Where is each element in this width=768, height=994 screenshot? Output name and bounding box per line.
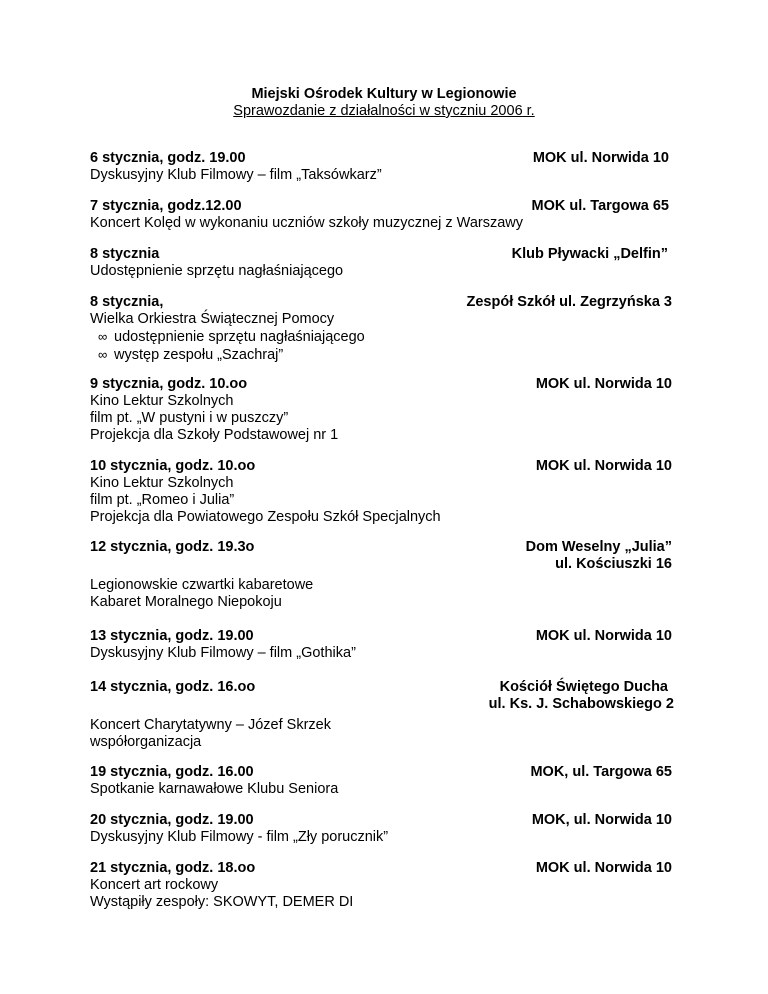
event-location-line: Klub Pływacki „Delfin” [511,246,668,262]
event-description: Koncert Charytatywny – Józef Skrzek [90,717,331,733]
list-item [90,328,672,346]
event-location [467,294,672,311]
event-location [531,198,669,215]
event-location-line: ul. Kościuszki 16 [555,556,672,572]
event-description: Wystąpiły zespoły: SKOWYT, DEMER DI [90,894,354,910]
event-description: Dyskusyjny Klub Filmowy – film „Gothika” [90,645,356,661]
event-location [512,246,668,263]
event-entry [90,376,672,444]
event-entry [90,150,672,184]
event-description: współorganizacja [90,734,202,750]
event-location [489,679,674,713]
event-date: 21 stycznia, godz. 18.oo [90,860,256,876]
event-location-line: Dom Weselny „Julia” [525,539,672,555]
event-description: Wielka Orkiestra Świątecznej Pomocy [90,311,335,327]
event-location [536,458,672,475]
event-location-line: Zespół Szkół ul. Zegrzyńska 3 [466,294,672,310]
infinity-bullet-icon: ∞ [98,347,108,362]
event-entry [90,198,672,232]
event-description: Kino Lektur Szkolnych [90,475,234,491]
event-location-line: MOK ul. Norwida 10 [535,628,672,644]
event-date: 9 stycznia, godz. 10.oo [90,376,248,392]
event-date: 19 stycznia, godz. 16.00 [90,764,254,780]
event-location [536,376,672,393]
list-item [90,346,672,364]
event-location-line: MOK ul. Norwida 10 [535,860,672,876]
event-location-line: MOK ul. Norwida 10 [535,376,672,392]
event-date: 6 stycznia, godz. 19.00 [90,150,246,166]
event-location-line: MOK, ul. Targowa 65 [530,764,672,780]
event-entry [90,539,672,611]
document-header [0,86,768,120]
list-item-text: występ zespołu „Szachraj” [114,347,284,363]
event-description: Spotkanie karnawałowe Klubu Seniora [90,781,339,797]
event-location [526,539,672,573]
event-description: Dyskusyjny Klub Filmowy - film „Zły porucznik” [90,829,389,845]
event-date: 20 stycznia, godz. 19.00 [90,812,254,828]
event-location [533,150,669,167]
event-location [536,628,672,645]
event-location [532,812,672,829]
event-date: 7 stycznia, godz.12.00 [90,198,242,214]
organization-name: Miejski Ośrodek Kultury w Legionowie [251,86,517,102]
event-description: Koncert art rockowy [90,877,219,893]
event-description: Legionowskie czwartki kabaretowe [90,577,314,593]
event-description: Dyskusyjny Klub Filmowy – film „Taksówkarz” [90,167,382,183]
event-date: 13 stycznia, godz. 19.00 [90,628,254,644]
infinity-bullet-icon: ∞ [98,329,108,344]
event-description: film pt. „W pustyni i w puszczy” [90,410,289,426]
event-date: 8 stycznia [90,246,160,262]
event-entry [90,246,672,280]
event-location-line: MOK ul. Norwida 10 [532,150,669,166]
event-date: 10 stycznia, godz. 10.oo [90,458,256,474]
event-entry [90,764,672,798]
event-entry [90,679,672,751]
event-date: 8 stycznia, [90,294,164,310]
event-entry [90,860,672,911]
event-description: film pt. „Romeo i Julia” [90,492,235,508]
event-description: Kino Lektur Szkolnych [90,393,234,409]
report-title: Sprawozdanie z działalności w styczniu 2006 r. [233,103,535,119]
event-entry [90,628,672,662]
event-entry [90,458,672,526]
event-description: Projekcja dla Szkoły Podstawowej nr 1 [90,427,339,443]
event-location [536,860,672,877]
event-description: Udostępnienie sprzętu nagłaśniającego [90,263,344,279]
event-location-line: MOK ul. Norwida 10 [535,458,672,474]
event-location-line: Kościół Świętego Ducha [499,679,668,695]
event-entry [90,294,672,364]
event-description: Projekcja dla Powiatowego Zespołu Szkół Specjalnych [90,509,441,525]
event-description: Kabaret Moralnego Niepokoju [90,594,282,610]
event-description: Koncert Kolęd w wykonaniu uczniów szkoły muzycznej z Warszawy [90,215,524,231]
event-location-line: MOK ul. Targowa 65 [531,198,669,214]
event-location [530,764,672,781]
event-location-line: MOK, ul. Norwida 10 [531,812,672,828]
event-location-line: ul. Ks. J. Schabowskiego 2 [488,696,674,712]
event-date: 12 stycznia, godz. 19.3o [90,539,255,555]
event-entry [90,812,672,846]
list-item-text: udostępnienie sprzętu nagłaśniającego [114,329,365,345]
event-date: 14 stycznia, godz. 16.oo [90,679,256,695]
